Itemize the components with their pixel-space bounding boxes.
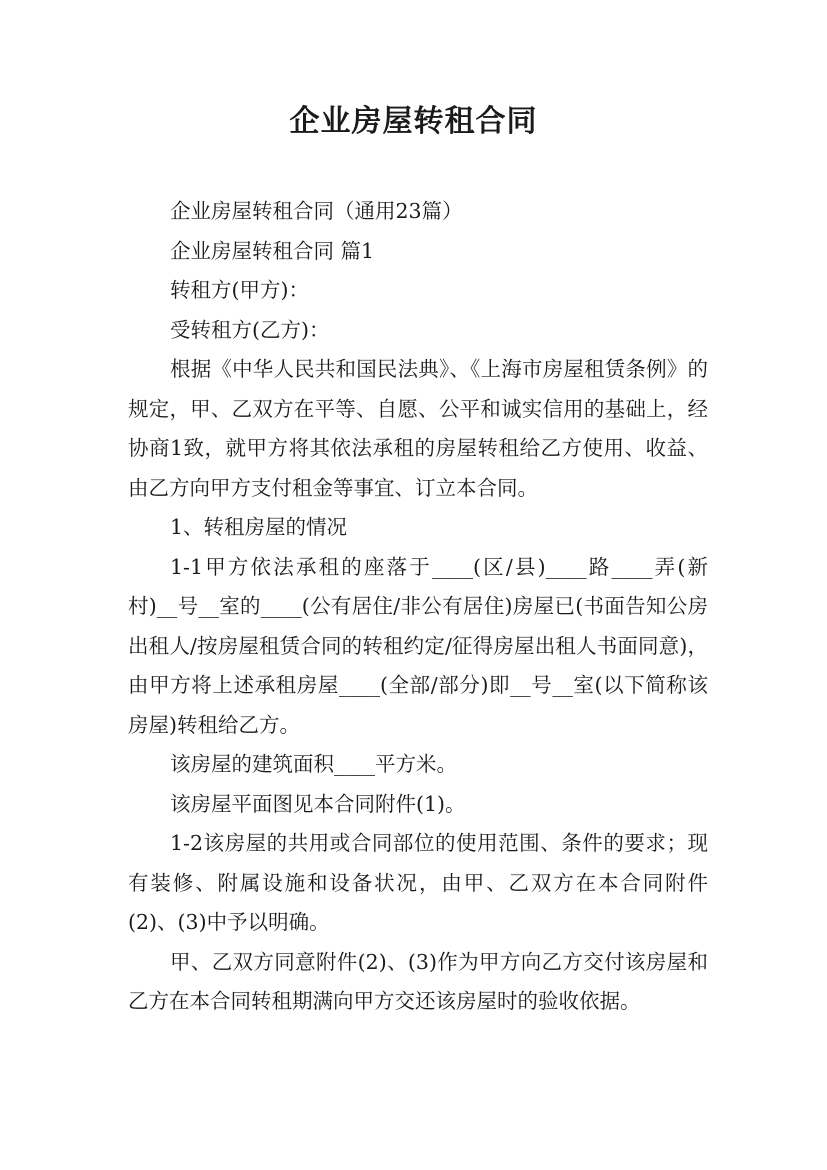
document-title: 企业房屋转租合同 bbox=[289, 104, 538, 139]
paragraph-clause-heading: 1、转租房屋的情况 bbox=[170, 515, 348, 539]
paragraph-floor-plan: 该房屋平面图见本合同附件(1)。 bbox=[170, 791, 466, 816]
paragraph-clause-1-1: 1-1甲方依法承租的座落于____(区/县)____路____弄(新村)__号__室的____(公有居住/非公有居住)房屋已(书面告知公房出租人/按房屋租赁合同的转租约定/征得房屋出租人书面同意)，由甲方将上述承租房屋____(全部/部分)即__号__室(以下简称该房屋)转租给乙方。 bbox=[128, 554, 708, 737]
paragraph-section-heading: 企业房屋转租合同 篇1 bbox=[170, 238, 375, 263]
paragraph-clause-1-2: 1-2该房屋的共用或合同部位的使用范围、条件的要求；现有装修、附属设施和设备状况，由甲、乙双方在本合同附件(2)、(3)中予以明确。 bbox=[128, 831, 708, 934]
paragraph-party-a: 转租方(甲方)： bbox=[170, 278, 309, 302]
paragraph-subtitle: 企业房屋转租合同（通用23篇） bbox=[170, 199, 463, 223]
paragraph-party-b: 受转租方(乙方)： bbox=[170, 317, 330, 342]
paragraph-acceptance-basis: 甲、乙双方同意附件(2)、(3)作为甲方向乙方交付该房屋和乙方在本合同转租期满向甲方交还该房屋时的验收依据。 bbox=[128, 949, 708, 1013]
document-body bbox=[128, 192, 708, 1022]
paragraph-building-area: 该房屋的建筑面积____平方米。 bbox=[170, 752, 457, 776]
paragraph-preamble: 根据《中华人民共和国民法典》、《上海市房屋租赁条例》的规定，甲、乙双方在平等、自愿、公平和诚实信用的基础上，经协商1致，就甲方将其依法承租的房屋转租给乙方使用、收益、由乙方向甲方支付租金等事宜、订立本合同。 bbox=[128, 357, 708, 500]
